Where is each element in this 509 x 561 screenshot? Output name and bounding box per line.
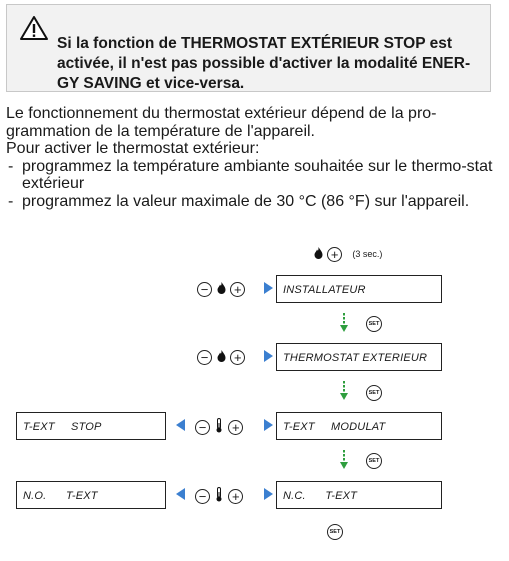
down-arrow-icon (339, 450, 349, 470)
minus-button-icon: − (195, 489, 210, 504)
row4-controls (195, 487, 243, 505)
set-button-icon: SET (366, 385, 382, 401)
hold-hint (313, 246, 382, 262)
right-arrow-icon (264, 419, 273, 431)
flame-icon (216, 350, 226, 365)
intro-instruction: Pour activer le thermostat extérieur: (6, 140, 260, 157)
set-button-icon: SET (366, 453, 382, 469)
list-item: - programmez la température ambiante souhaitée sur le thermo-stat extérieur (6, 158, 501, 193)
right-arrow-icon (264, 282, 273, 294)
display-nc-t-ext: N.C. T-EXT (276, 481, 442, 509)
warning-text: Si la fonction de THERMOSTAT EXTÉRIEUR STOP est activée, il n'est pas possible d'activer la modalité ENER-GY SAVING et vice-versa. (57, 35, 471, 92)
minus-button-icon: − (197, 350, 212, 365)
thermometer-icon (214, 487, 224, 505)
list-item: - programmez la valeur maximale de 30 °C (86 °F) sur l'appareil. (6, 193, 501, 211)
plus-button-icon: + (230, 350, 245, 365)
plus-button-icon: + (228, 489, 243, 504)
intro-paragraph: Le fonctionnement du thermostat extérieur dépend de la pro-grammation de la température de l'appareil. (6, 105, 437, 140)
display-thermostat-exterieur: THERMOSTAT EXTERIEUR (276, 343, 442, 371)
left-arrow-icon (176, 488, 185, 500)
row2-controls (197, 349, 245, 365)
thermometer-icon (214, 418, 224, 436)
warning-box (6, 4, 491, 92)
plus-button-icon: + (230, 282, 245, 297)
down-arrow-icon (339, 313, 349, 333)
display-t-ext-stop: T-EXT STOP (16, 412, 166, 440)
row3-controls (195, 418, 243, 436)
instruction-list (6, 158, 501, 211)
warning-triangle-icon (19, 15, 49, 41)
intro-text (6, 105, 501, 210)
plus-button-icon: + (228, 420, 243, 435)
flame-icon (313, 247, 323, 262)
hold-duration: (3 sec.) (352, 248, 383, 259)
display-t-ext-modulat: T-EXT MODULAT (276, 412, 442, 440)
display-installateur: INSTALLATEUR (276, 275, 442, 303)
minus-button-icon: − (195, 420, 210, 435)
right-arrow-icon (264, 350, 273, 362)
set-button-icon: SET (366, 316, 382, 332)
right-arrow-icon (264, 488, 273, 500)
down-arrow-icon (339, 381, 349, 401)
plus-button-icon: + (327, 247, 342, 262)
flame-icon (216, 282, 226, 297)
minus-button-icon: − (197, 282, 212, 297)
display-no-t-ext: N.O. T-EXT (16, 481, 166, 509)
row1-controls (197, 281, 245, 297)
set-button-icon: SET (327, 524, 343, 540)
left-arrow-icon (176, 419, 185, 431)
